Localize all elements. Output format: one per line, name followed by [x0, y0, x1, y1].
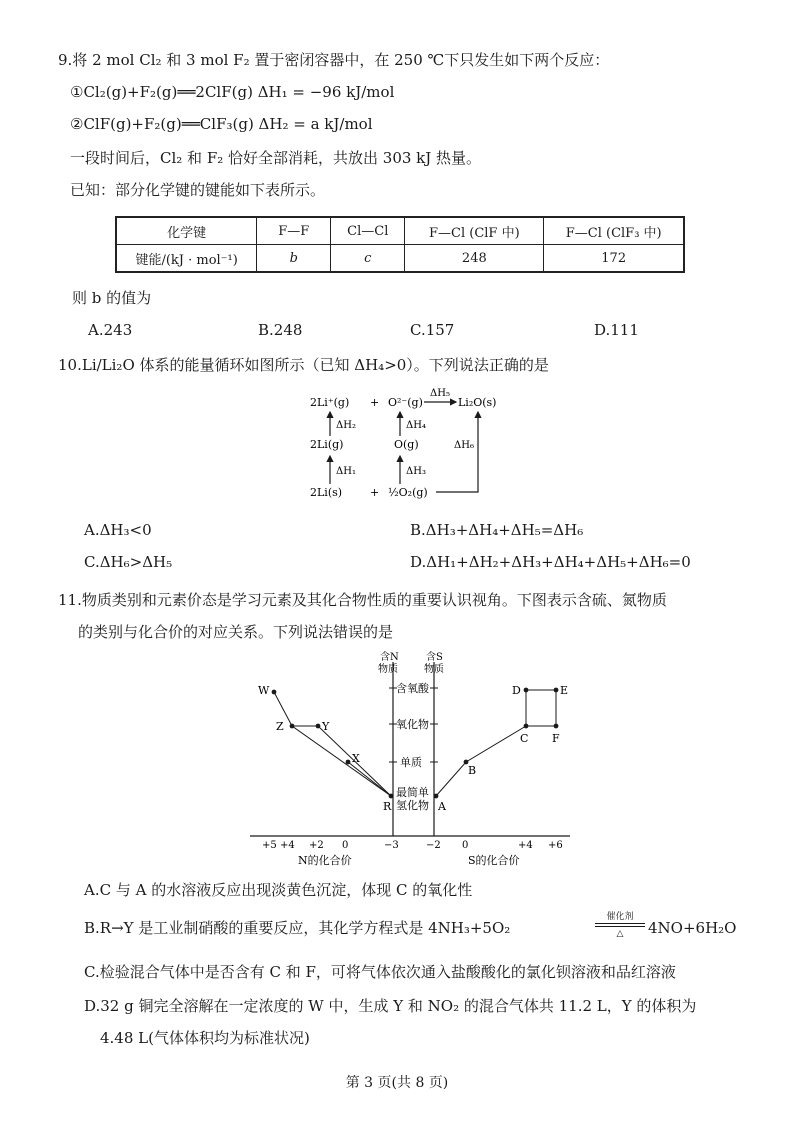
table-row: [116, 217, 684, 245]
category-oxyacid: 含氧酸: [396, 682, 429, 695]
n-header: 含N: [380, 652, 399, 663]
table-cell: c: [331, 245, 405, 273]
q10-option-d: D.ΔH₁+ΔH₂+ΔH₃+ΔH₄+ΔH₅+ΔH₆=0: [410, 553, 691, 571]
table-header-cell: F—F: [257, 217, 331, 245]
q10-option-a: A.ΔH₃<0: [84, 521, 152, 539]
table-header-cell: F—Cl (ClF₃ 中): [544, 217, 684, 245]
plus-sign: +: [370, 486, 380, 499]
species-o2minus-gas: O²⁻(g): [388, 396, 423, 409]
bond-energy-table: [115, 216, 685, 273]
species-half-o2-gas: ½O₂(g): [388, 486, 428, 499]
point-d: [524, 688, 529, 693]
q10-option-c: C.ΔH₆>ΔH₅: [84, 553, 173, 571]
n-axis-title: N的化合价: [298, 854, 352, 867]
species-2li-solid: 2Li(s): [310, 486, 343, 499]
point-z: [290, 724, 295, 729]
point-y: [316, 724, 321, 729]
label-dh3: ΔH₃: [406, 466, 426, 477]
n-tick-label: +4: [280, 840, 295, 851]
energy-cycle-diagram: [300, 382, 520, 510]
point-a: [434, 794, 439, 799]
n-tick-label: +2: [309, 840, 324, 851]
q9-option-b: B.248: [258, 321, 303, 339]
q9-ask: 则 b 的值为: [72, 289, 152, 307]
q9-option-c: C.157: [410, 321, 455, 339]
point-label: W: [258, 684, 270, 697]
plus-sign: +: [370, 396, 380, 409]
point-label: Y: [322, 720, 330, 733]
q9-reaction-1: ①Cl₂(g)+F₂(g)══2ClF(g) ΔH₁ = −96 kJ/mol: [70, 83, 395, 101]
s-tick-label: +6: [548, 840, 563, 851]
point-x: [346, 760, 351, 765]
q9-stem: 9.将 2 mol Cl₂ 和 3 mol F₂ 置于密闭容器中，在 250 ℃下只发生如下两个反应：: [58, 51, 610, 69]
s-box-line: [526, 690, 556, 726]
q11-stem-line1: 11.物质类别和元素价态是学习元素及其化合物性质的重要认识视角。下图表示含硫、氮物质: [58, 591, 667, 609]
catalyst-label: 催化剂: [606, 912, 634, 922]
point-w: [272, 690, 277, 695]
valence-category-chart: [250, 648, 580, 870]
point-label: Z: [276, 720, 284, 733]
q9-given: 已知：部分化学键的键能如下表所示。: [70, 181, 326, 199]
label-dh1: ΔH₁: [336, 466, 356, 477]
table-header-cell: Cl—Cl: [331, 217, 405, 245]
n-tick-label: +5: [262, 840, 277, 851]
catalyst-condition: [595, 912, 645, 939]
point-e: [554, 688, 559, 693]
q11-option-d: D.32 g 铜完全溶解在一定浓度的 W 中，生成 Y 和 NO₂ 的混合气体共 11.2 L，Y 的体积为: [84, 997, 697, 1015]
point-f: [554, 724, 559, 729]
q10-option-b: B.ΔH₃+ΔH₄+ΔH₅=ΔH₆: [410, 521, 584, 539]
point-label: D: [512, 684, 521, 697]
table-cell: 键能/(kJ · mol⁻¹): [116, 245, 257, 273]
n-path-line: [348, 762, 391, 796]
q11-option-c: C.检验混合气体中是否含有 C 和 F，可将气体依次通入盐酸酸化的氯化钡溶液和品红溶液: [84, 963, 676, 981]
label-dh2: ΔH₂: [336, 420, 356, 431]
category-hydride: 最简单: [396, 786, 429, 799]
point-label: F: [552, 732, 560, 745]
table-header-cell: 化学键: [116, 217, 257, 245]
label-dh4: ΔH₄: [406, 420, 426, 431]
point-c: [524, 724, 529, 729]
q11-option-b-products: 4NO+6H₂O: [648, 919, 737, 937]
arrow-dh6: [436, 412, 478, 492]
s-tick-label: +4: [518, 840, 533, 851]
point-label: X: [352, 752, 360, 765]
point-label: C: [520, 732, 529, 745]
q9-option-a: A.243: [88, 321, 133, 339]
point-label: E: [560, 684, 569, 697]
point-label: R: [383, 800, 392, 813]
label-dh5: ΔH₅: [430, 388, 450, 399]
label-dh6: ΔH₆: [454, 440, 474, 451]
table-header-cell: F—Cl (ClF 中): [405, 217, 544, 245]
table-row: [116, 245, 684, 273]
species-o-gas: O(g): [394, 438, 419, 451]
n-header: 物质: [378, 664, 398, 675]
q11-stem-line2: 的类别与化合价的对应关系。下列说法错误的是: [78, 623, 394, 641]
point-label: B: [468, 764, 477, 777]
category-hydride: 氢化物: [396, 799, 429, 812]
q11-option-b: B.R→Y 是工业制硝酸的重要反应，其化学方程式是 4NH₃+5O₂: [84, 919, 511, 937]
s-tick-label: 0: [462, 840, 469, 851]
point-label: A: [438, 800, 446, 813]
q10-stem: 10.Li/Li₂O 体系的能量循环如图所示（已知 ΔH₄>0）。下列说法正确的是: [58, 356, 549, 374]
category-oxide: 氧化物: [396, 718, 429, 731]
s-header: 含S: [426, 652, 443, 663]
q9-reaction-2: ②ClF(g)+F₂(g)══ClF₃(g) ΔH₂ = a kJ/mol: [70, 115, 373, 133]
species-2li-plus-gas: 2Li⁺(g): [310, 396, 350, 409]
q9-heat-statement: 一段时间后，Cl₂ 和 F₂ 恰好全部消耗，共放出 303 kJ 热量。: [70, 149, 482, 167]
category-element: 单质: [400, 756, 422, 769]
table-cell: b: [257, 245, 331, 273]
q9-option-d: D.111: [594, 321, 639, 339]
s-header: 物质: [424, 664, 444, 675]
s-axis-title: S的化合价: [468, 854, 520, 867]
table-cell: 172: [544, 245, 684, 273]
heat-symbol: △: [616, 929, 624, 939]
s-path-line: [436, 726, 529, 796]
s-tick-label: −2: [426, 840, 441, 851]
n-path-line: [274, 692, 391, 796]
table-cell: 248: [405, 245, 544, 273]
n-tick-label: 0: [342, 840, 349, 851]
species-li2o-solid: Li₂O(s): [458, 396, 497, 409]
q11-option-a: A.C 与 A 的水溶液反应出现淡黄色沉淀，体现 C 的氧化性: [84, 881, 473, 899]
species-2li-gas: 2Li(g): [310, 438, 344, 451]
page-footer: 第 3 页(共 8 页): [345, 1075, 449, 1091]
q11-option-d-cont: 4.48 L(气体体积均为标准状况): [100, 1029, 310, 1047]
n-tick-label: −3: [384, 840, 399, 851]
point-r: [389, 794, 394, 799]
